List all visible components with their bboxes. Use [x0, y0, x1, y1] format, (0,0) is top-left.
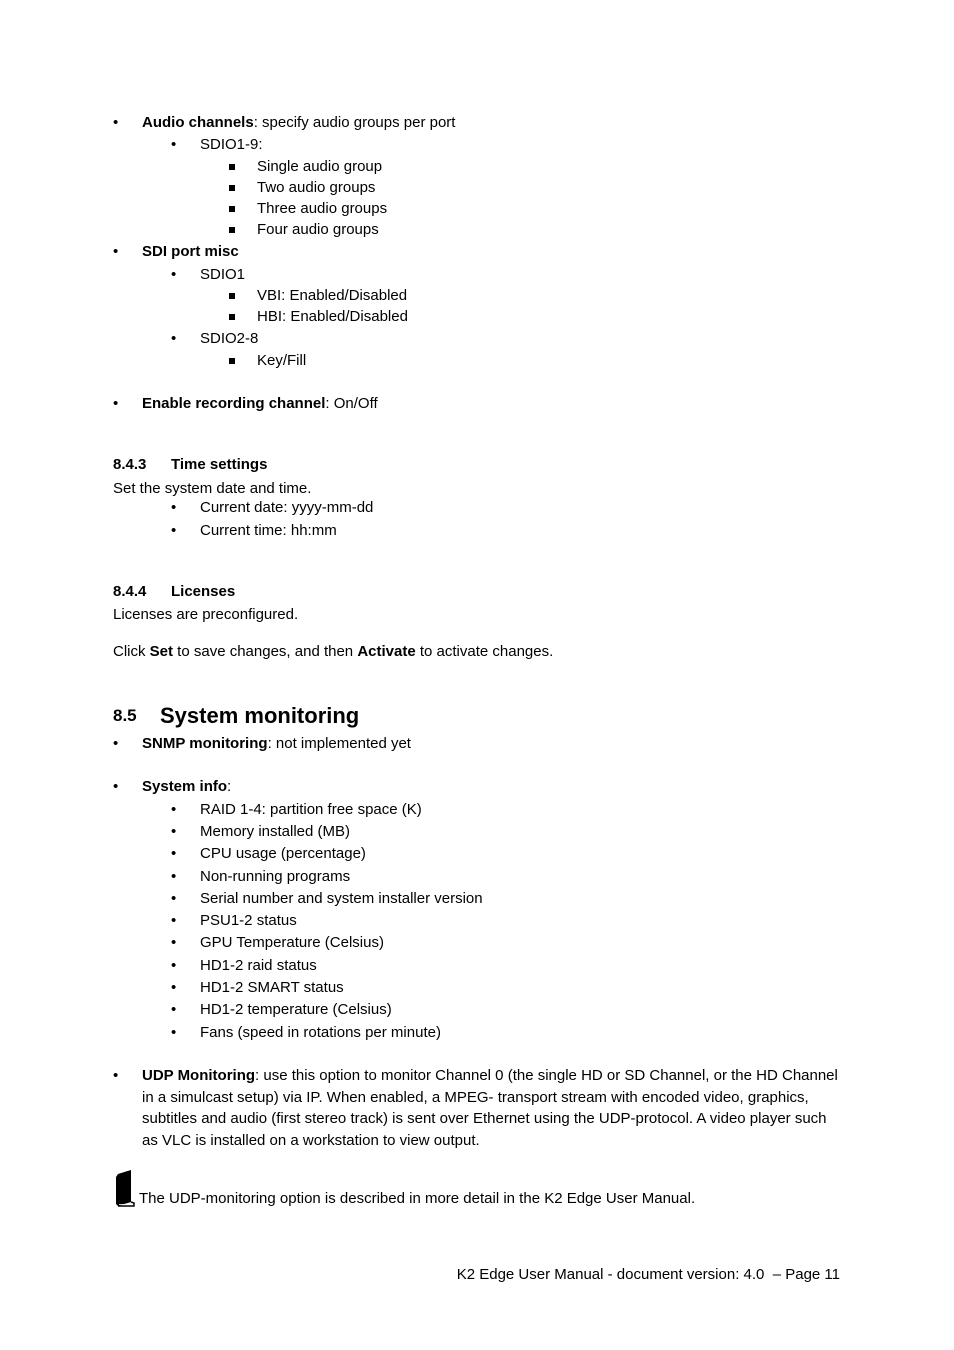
- section-number: 8.4.4: [113, 583, 147, 600]
- section-title: Time settings: [171, 456, 268, 473]
- section-title: Licenses: [171, 583, 236, 600]
- bullet: •: [113, 243, 119, 260]
- list-item: Current time: hh:mm: [200, 522, 337, 539]
- bullet: •: [113, 735, 119, 752]
- square-bullet: [229, 293, 235, 299]
- sdio2-8-label: SDIO2-8: [200, 330, 259, 347]
- bullet: •: [171, 823, 177, 840]
- bullet: •: [171, 845, 177, 862]
- bullet: •: [171, 266, 177, 283]
- bullet: •: [171, 1024, 177, 1041]
- bullet: •: [171, 330, 177, 347]
- section-number: 8.4.3: [113, 456, 147, 473]
- bullet: •: [171, 522, 177, 539]
- bullet: •: [171, 499, 177, 516]
- bullet: •: [171, 1001, 177, 1018]
- square-bullet: [229, 227, 235, 233]
- section-description: Set the system date and time.: [113, 480, 312, 497]
- bullet: •: [171, 136, 177, 153]
- list-item: Serial number and system installer version: [200, 890, 483, 907]
- bullet: •: [113, 395, 119, 412]
- bullet: •: [171, 979, 177, 996]
- recording-text: : On/Off: [325, 395, 378, 412]
- snmp-item: [142, 735, 411, 753]
- text: Click: [113, 643, 150, 660]
- sdio1-label: SDIO1: [200, 266, 246, 283]
- bullet: •: [171, 890, 177, 907]
- audio-channels-label: Audio channels: [142, 114, 254, 131]
- snmp-text: : not implemented yet: [267, 735, 411, 752]
- activate-keyword: Activate: [357, 643, 416, 660]
- list-item: HD1-2 SMART status: [200, 979, 344, 996]
- section-title: System monitoring: [160, 703, 360, 728]
- system-info-item: [142, 778, 231, 796]
- list-item: Current date: yyyy-mm-dd: [200, 499, 374, 516]
- list-item: Four audio groups: [257, 221, 379, 238]
- snmp-label: SNMP monitoring: [142, 735, 268, 752]
- audio-channels-item: [142, 114, 455, 132]
- bullet: •: [171, 934, 177, 951]
- bullet: •: [171, 957, 177, 974]
- list-item: Fans (speed in rotations per minute): [200, 1024, 441, 1041]
- bullet: •: [113, 114, 119, 131]
- square-bullet: [229, 206, 235, 212]
- list-item: HD1-2 temperature (Celsius): [200, 1001, 392, 1018]
- instruction-text: [113, 643, 553, 661]
- section-description: Licenses are preconfigured.: [113, 606, 299, 623]
- set-keyword: Set: [149, 643, 174, 660]
- note-text: The UDP-monitoring option is described in more detail in the K2 Edge User Manual.: [139, 1190, 696, 1207]
- list-item: Three audio groups: [257, 200, 388, 217]
- udp-monitoring-text: : use this option to monitor Channel 0 (the single HD or SD Channel, or the HD Channel in a simulcast setup) via IP. When enabled, a MPEG- transport stream with encoded video, graphics, subtitles and audio (first stereo track) is sent over Ethernet using the UDP-protocol. A video player such as VLC is installed on a workstation to view output.: [142, 1067, 838, 1149]
- list-item: VBI: Enabled/Disabled: [257, 287, 408, 304]
- text: to save changes, and then: [173, 643, 358, 660]
- sdi-port-misc-label: SDI port misc: [142, 243, 239, 260]
- udp-monitoring-paragraph: [142, 1065, 842, 1151]
- bullet: •: [113, 778, 119, 795]
- text: to activate changes.: [415, 643, 554, 660]
- list-item: Key/Fill: [257, 352, 307, 369]
- book-icon: [114, 1169, 136, 1207]
- list-item: Non-running programs: [200, 868, 351, 885]
- square-bullet: [229, 314, 235, 320]
- udp-monitoring-label: UDP Monitoring: [142, 1067, 256, 1084]
- recording-item: [142, 395, 378, 413]
- bullet: •: [113, 1067, 119, 1084]
- list-item: PSU1-2 status: [200, 912, 297, 929]
- list-item: GPU Temperature (Celsius): [200, 934, 384, 951]
- system-info-label: System info: [142, 778, 228, 795]
- recording-label: Enable recording channel: [142, 395, 326, 412]
- page-footer: K2 Edge User Manual - document version: 4.0 – Page 11: [456, 1266, 840, 1283]
- list-item: Two audio groups: [257, 179, 376, 196]
- square-bullet: [229, 185, 235, 191]
- square-bullet: [229, 164, 235, 170]
- square-bullet: [229, 358, 235, 364]
- list-item: HD1-2 raid status: [200, 957, 317, 974]
- section-number: 8.5: [113, 706, 137, 725]
- bullet: •: [171, 912, 177, 929]
- bullet: •: [171, 801, 177, 818]
- list-item: Single audio group: [257, 158, 383, 175]
- list-item: CPU usage (percentage): [200, 845, 366, 862]
- list-item: HBI: Enabled/Disabled: [257, 308, 408, 325]
- bullet: •: [171, 868, 177, 885]
- audio-channels-text: : specify audio groups per port: [253, 114, 456, 131]
- sdio1-9-label: SDIO1-9:: [200, 136, 263, 153]
- list-item: Memory installed (MB): [200, 823, 351, 840]
- system-info-colon: :: [227, 778, 232, 795]
- list-item: RAID 1-4: partition free space (K): [200, 801, 422, 818]
